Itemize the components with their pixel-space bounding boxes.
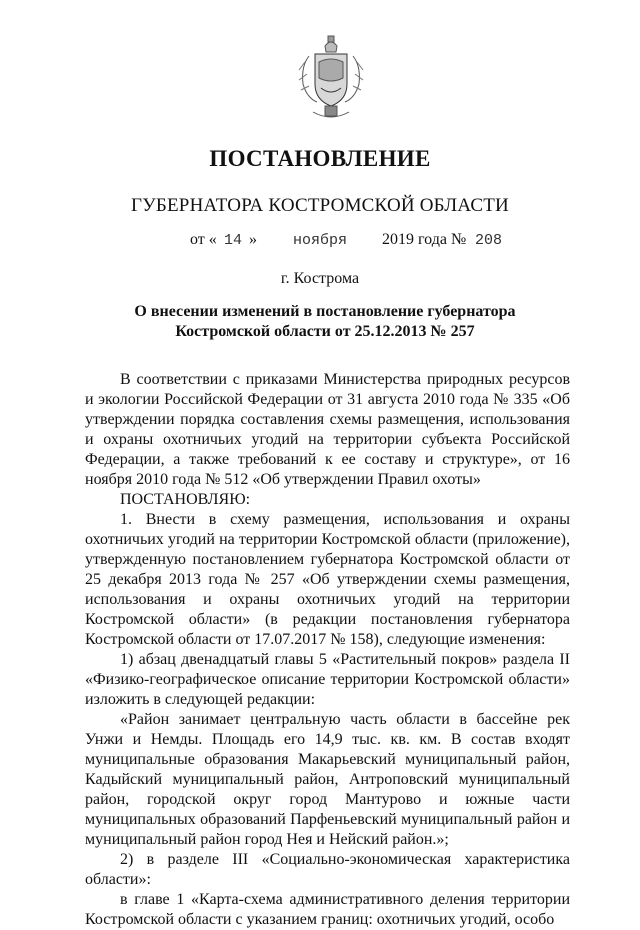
paragraph-quote: «Район занимает центральную часть области в бассейне рек Унжи и Немды. Площадь его 14,9 тыс. кв. км. В состав входят муниципальные образования Макарьевский муниципальный район, Кадыйский муниципальный район, Антроповский муниципальный район, городской округ город Мантурово и южные части муниципальных образований Парфеньевский муниципальный район и муниципальный район город Нея и Нейский район.»; xyxy=(85,711,570,848)
document-heading xyxy=(120,302,530,342)
paragraph-subitem-2: 2) в разделе III «Социально-экономическая характеристика области»: xyxy=(85,851,570,888)
paragraph-item-1: 1. Внести в схему размещения, использования и охраны охотничьих угодий на территории Костромской области (приложение), утвержденную постановлением губернатора Костромской области от 25 декабря 2013 года № 257 «Об утверждении схемы размещения, использования и охраны охотничьих угодий на территории Костромской области» (в редакции постановления губернатора Костромской области от 17.07.2017 № 158), следующие изменения: xyxy=(85,511,570,648)
date-day: 14 xyxy=(224,232,243,249)
paragraph-resolve: ПОСТАНОВЛЯЮ: xyxy=(120,491,251,508)
heading-line: Костромской области от 25.12.2013 № 257 xyxy=(175,323,475,340)
document-title: ПОСТАНОВЛЕНИЕ xyxy=(209,146,431,171)
coat-of-arms-emblem xyxy=(295,32,367,124)
paragraph-preamble: В соответствии с приказами Министерства природных ресурсов и экологии Российской Федерации от 31 августа 2010 года № 335 «Об утверждении порядка составления схемы размещения, использования и охраны охотничьих угодий на территории субъекта Российской Федерации, а также требований к ее составу и структуре», от 16 ноября 2010 года № 512 «Об утверждении Правил охоты» xyxy=(85,371,570,488)
date-prefix: от « xyxy=(190,231,217,248)
document-city: г. Кострома xyxy=(280,270,360,287)
heading-line: О внесении изменений в постановление губернатора xyxy=(134,303,516,320)
paragraph-chapter-1: в главе 1 «Карта-схема административного деления территории Костромской области с указанием границ: охотничьих угодий, особо xyxy=(85,891,570,928)
date-year: 2019 года № xyxy=(382,231,467,248)
document-authority: ГУБЕРНАТОРА КОСТРОМСКОЙ ОБЛАСТИ xyxy=(131,195,509,216)
date-month: ноября xyxy=(293,232,348,249)
document-number: 208 xyxy=(475,232,503,249)
date-close-quote: » xyxy=(249,231,257,248)
document-body xyxy=(85,370,570,930)
paragraph-subitem-1: 1) абзац двенадцатый главы 5 «Растительный покров» раздела II «Физико-географическое описание территории Костромской области» изложить в следующей редакции: xyxy=(85,651,570,708)
